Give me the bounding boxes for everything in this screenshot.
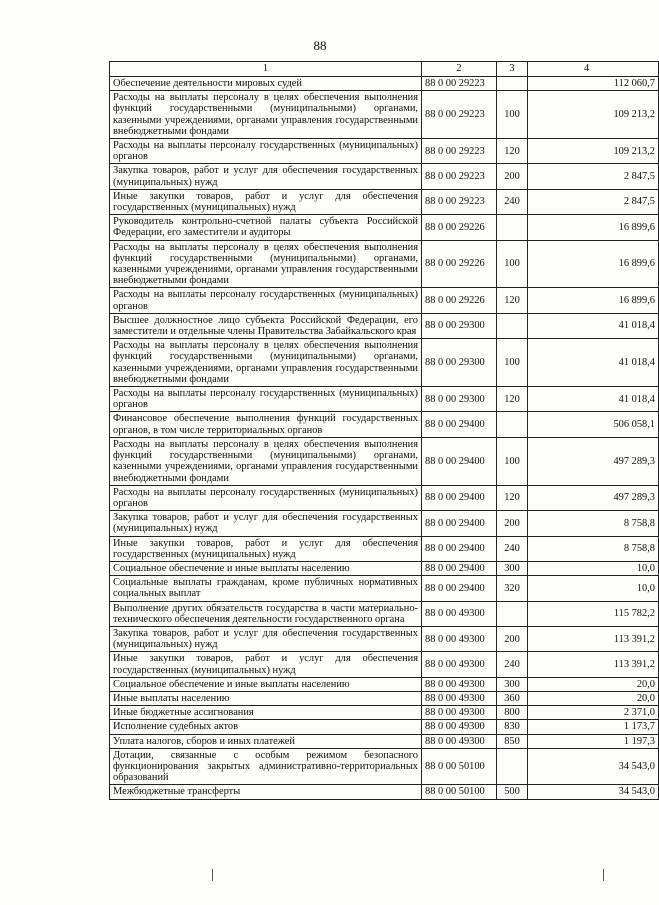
- row-amount: 112 060,7: [528, 77, 659, 91]
- header-col-3: 3: [497, 62, 528, 77]
- table-row: [110, 139, 659, 164]
- row-name: Расходы на выплаты персоналу в целях обеспечения выполнения функций государственными (муниципальными) органами, казенными учреждениями, органами управления государственными внебюджетными фондами: [110, 240, 422, 288]
- row-name: Высшее должностное лицо субъекта Российской Федерации, его заместители и отдельные члены Правительства Забайкальского края: [110, 313, 422, 338]
- row-name: Закупка товаров, работ и услуг для обеспечения государственных (муниципальных) нужд: [110, 626, 422, 651]
- row-amount: 1 197,3: [528, 734, 659, 748]
- row-amount: 41 018,4: [528, 313, 659, 338]
- row-type: [497, 313, 528, 338]
- table-row: [110, 748, 659, 785]
- table-row: [110, 706, 659, 720]
- row-code: 88 0 00 50100: [422, 785, 497, 799]
- row-name: Закупка товаров, работ и услуг для обеспечения государственных (муниципальных) нужд: [110, 164, 422, 189]
- table-row: [110, 576, 659, 601]
- row-code: 88 0 00 29400: [422, 485, 497, 510]
- table-row: [110, 734, 659, 748]
- row-code: 88 0 00 29226: [422, 288, 497, 313]
- row-code: 88 0 00 29300: [422, 339, 497, 387]
- row-type: [497, 77, 528, 91]
- row-type: 120: [497, 139, 528, 164]
- row-amount: 10,0: [528, 561, 659, 575]
- row-type: 300: [497, 561, 528, 575]
- table-row: [110, 91, 659, 139]
- row-amount: 109 213,2: [528, 139, 659, 164]
- table-row: [110, 240, 659, 288]
- row-amount: 497 289,3: [528, 485, 659, 510]
- row-amount: 8 758,8: [528, 536, 659, 561]
- row-type: 240: [497, 652, 528, 677]
- row-type: 800: [497, 706, 528, 720]
- row-amount: 41 018,4: [528, 339, 659, 387]
- row-type: 120: [497, 288, 528, 313]
- row-name: Расходы на выплаты персоналу государственных (муниципальных) органов: [110, 485, 422, 510]
- row-code: 88 0 00 29300: [422, 313, 497, 338]
- table-row: [110, 387, 659, 412]
- row-code: 88 0 00 29223: [422, 139, 497, 164]
- row-code: 88 0 00 49300: [422, 677, 497, 691]
- row-code: 88 0 00 29226: [422, 215, 497, 240]
- row-name: Расходы на выплаты персоналу в целях обеспечения выполнения функций государственными (муниципальными) органами, казенными учреждениями, органами управления государственными внебюджетными фондами: [110, 437, 422, 485]
- table-row: [110, 601, 659, 626]
- row-name: Исполнение судебных актов: [110, 720, 422, 734]
- row-amount: 109 213,2: [528, 91, 659, 139]
- row-type: [497, 601, 528, 626]
- row-name: Иные закупки товаров, работ и услуг для обеспечения государственных (муниципальных) нужд: [110, 652, 422, 677]
- row-type: 100: [497, 339, 528, 387]
- row-code: 88 0 00 49300: [422, 706, 497, 720]
- row-type: 200: [497, 626, 528, 651]
- row-type: 300: [497, 677, 528, 691]
- table-row: [110, 412, 659, 437]
- row-type: 120: [497, 387, 528, 412]
- row-type: 360: [497, 691, 528, 705]
- row-name: Расходы на выплаты персоналу государственных (муниципальных) органов: [110, 387, 422, 412]
- row-amount: 1 173,7: [528, 720, 659, 734]
- row-name: Уплата налогов, сборов и иных платежей: [110, 734, 422, 748]
- table-row: [110, 164, 659, 189]
- table-row: [110, 77, 659, 91]
- table-row: [110, 189, 659, 214]
- row-amount: 20,0: [528, 677, 659, 691]
- table-row: [110, 691, 659, 705]
- row-name: Социальное обеспечение и иные выплаты населению: [110, 561, 422, 575]
- header-col-2: 2: [422, 62, 497, 77]
- table-row: [110, 437, 659, 485]
- row-type: 240: [497, 536, 528, 561]
- row-code: 88 0 00 29223: [422, 91, 497, 139]
- row-amount: 113 391,2: [528, 626, 659, 651]
- page-number: 88: [313, 38, 327, 53]
- row-code: 88 0 00 29400: [422, 536, 497, 561]
- row-amount: 34 543,0: [528, 748, 659, 785]
- row-amount: 10,0: [528, 576, 659, 601]
- row-amount: 34 543,0: [528, 785, 659, 799]
- row-amount: 497 289,3: [528, 437, 659, 485]
- row-type: 100: [497, 240, 528, 288]
- row-name: Иные закупки товаров, работ и услуг для обеспечения государственных (муниципальных) нужд: [110, 189, 422, 214]
- table-row: [110, 536, 659, 561]
- margin-mark: [212, 869, 213, 881]
- row-code: 88 0 00 49300: [422, 626, 497, 651]
- table-row: [110, 561, 659, 575]
- row-code: 88 0 00 29400: [422, 561, 497, 575]
- table-row: [110, 339, 659, 387]
- row-code: 88 0 00 29300: [422, 387, 497, 412]
- row-name: Межбюджетные трансферты: [110, 785, 422, 799]
- table-row: [110, 720, 659, 734]
- row-type: 200: [497, 164, 528, 189]
- header-col-4: 4: [528, 62, 659, 77]
- row-code: 88 0 00 49300: [422, 691, 497, 705]
- row-type: 500: [497, 785, 528, 799]
- row-code: 88 0 00 29223: [422, 77, 497, 91]
- row-name: Социальные выплаты гражданам, кроме публичных нормативных социальных выплат: [110, 576, 422, 601]
- table-row: [110, 652, 659, 677]
- row-code: 88 0 00 29400: [422, 576, 497, 601]
- row-name: Финансовое обеспечение выполнения функций государственных органов, в том числе территориальных органов: [110, 412, 422, 437]
- table-row: [110, 677, 659, 691]
- row-amount: 16 899,6: [528, 215, 659, 240]
- table-row: [110, 313, 659, 338]
- row-amount: 16 899,6: [528, 240, 659, 288]
- table-row: [110, 485, 659, 510]
- table-header-row: [110, 62, 659, 77]
- table-row: [110, 785, 659, 799]
- margin-mark: [603, 869, 604, 881]
- row-amount: 2 847,5: [528, 189, 659, 214]
- row-amount: 2 371,0: [528, 706, 659, 720]
- row-name: Расходы на выплаты персоналу государственных (муниципальных) органов: [110, 139, 422, 164]
- row-name: Иные бюджетные ассигнования: [110, 706, 422, 720]
- header-col-1: 1: [110, 62, 422, 77]
- row-type: 200: [497, 511, 528, 536]
- row-amount: 41 018,4: [528, 387, 659, 412]
- row-type: 100: [497, 91, 528, 139]
- row-name: Социальное обеспечение и иные выплаты населению: [110, 677, 422, 691]
- row-name: Иные закупки товаров, работ и услуг для обеспечения государственных (муниципальных) нужд: [110, 536, 422, 561]
- table-row: [110, 626, 659, 651]
- row-type: 100: [497, 437, 528, 485]
- row-amount: 20,0: [528, 691, 659, 705]
- row-type: 120: [497, 485, 528, 510]
- row-name: Расходы на выплаты персоналу государственных (муниципальных) органов: [110, 288, 422, 313]
- row-code: 88 0 00 49300: [422, 720, 497, 734]
- row-amount: 8 758,8: [528, 511, 659, 536]
- table-row: [110, 215, 659, 240]
- row-type: 320: [497, 576, 528, 601]
- row-code: 88 0 00 49300: [422, 652, 497, 677]
- row-type: 850: [497, 734, 528, 748]
- row-amount: 113 391,2: [528, 652, 659, 677]
- row-amount: 2 847,5: [528, 164, 659, 189]
- row-type: [497, 215, 528, 240]
- row-name: Закупка товаров, работ и услуг для обеспечения государственных (муниципальных) нужд: [110, 511, 422, 536]
- row-code: 88 0 00 29226: [422, 240, 497, 288]
- row-code: 88 0 00 49300: [422, 601, 497, 626]
- row-code: 88 0 00 29400: [422, 412, 497, 437]
- row-amount: 115 782,2: [528, 601, 659, 626]
- row-name: Руководитель контрольно-счетной палаты субъекта Российской Федерации, его заместители и аудиторы: [110, 215, 422, 240]
- row-name: Обеспечение деятельности мировых судей: [110, 77, 422, 91]
- row-code: 88 0 00 29400: [422, 437, 497, 485]
- row-amount: 506 058,1: [528, 412, 659, 437]
- row-amount: 16 899,6: [528, 288, 659, 313]
- row-type: 830: [497, 720, 528, 734]
- row-code: 88 0 00 49300: [422, 734, 497, 748]
- row-name: Дотации, связанные с особым режимом безопасного функционирования закрытых административно-территориальных образований: [110, 748, 422, 785]
- table-row: [110, 288, 659, 313]
- table-row: [110, 511, 659, 536]
- budget-table: [109, 61, 659, 800]
- row-type: [497, 748, 528, 785]
- row-name: Расходы на выплаты персоналу в целях обеспечения выполнения функций государственными (муниципальными) органами, казенными учреждениями, органами управления государственными внебюджетными фондами: [110, 91, 422, 139]
- row-type: [497, 412, 528, 437]
- row-type: 240: [497, 189, 528, 214]
- row-code: 88 0 00 29223: [422, 189, 497, 214]
- row-code: 88 0 00 29223: [422, 164, 497, 189]
- row-name: Расходы на выплаты персоналу в целях обеспечения выполнения функций государственными (муниципальными) органами, казенными учреждениями, органами управления государственными внебюджетными фондами: [110, 339, 422, 387]
- row-code: 88 0 00 50100: [422, 748, 497, 785]
- table-body: [110, 77, 659, 800]
- row-name: Выполнение других обязательств государства в части материально-технического обеспечения деятельности государственного органа: [110, 601, 422, 626]
- row-code: 88 0 00 29400: [422, 511, 497, 536]
- row-name: Иные выплаты населению: [110, 691, 422, 705]
